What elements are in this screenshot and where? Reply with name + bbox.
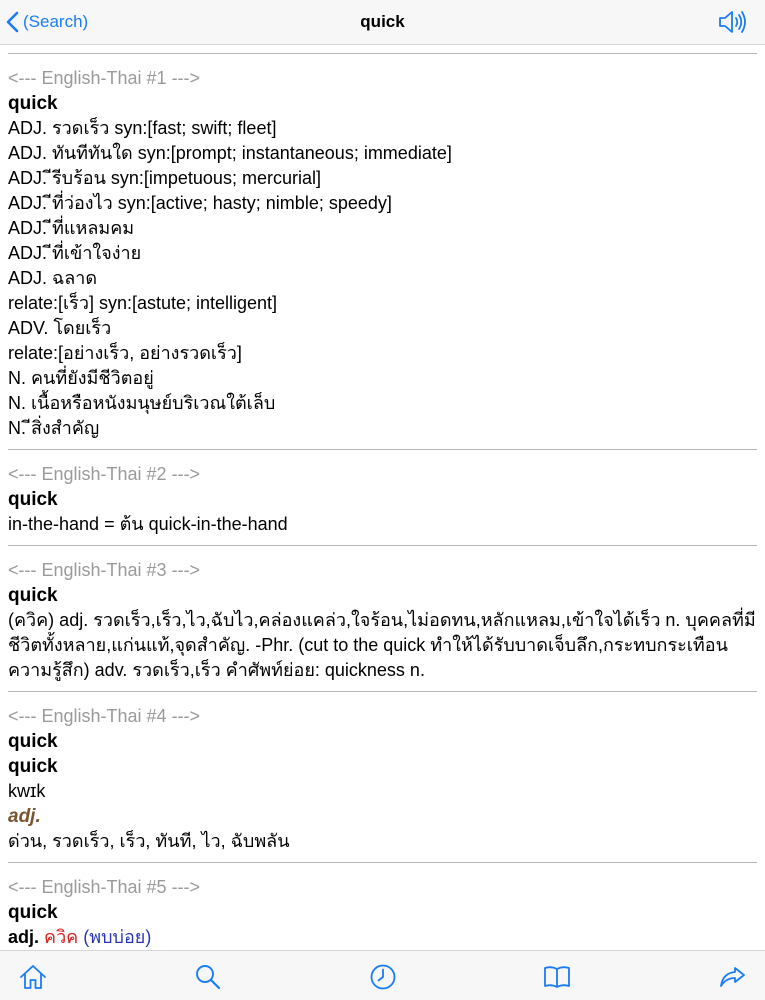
book-icon [543, 963, 571, 991]
bookmarks-button[interactable] [543, 963, 571, 991]
headword: quick [8, 902, 58, 923]
history-button[interactable] [369, 963, 397, 991]
definition-line: ADJ. ฉลาด [8, 268, 98, 288]
entry-header: <--- English-Thai #1 ---> [8, 68, 201, 88]
definition-line: ADJ. ีที่แหลมคม [8, 218, 135, 238]
dictionary-entry [0, 546, 765, 691]
definition-line: ADJ. รวดเร็ว syn:[fast; swift; fleet] [8, 118, 277, 138]
part-of-speech: adj. [8, 806, 41, 827]
definition-line: ด่วน, รวดเร็ว, เร็ว, ทันที, ไว, ฉับพลัน [8, 831, 290, 851]
dictionary-entry [0, 54, 765, 449]
thai-pronunciation: ควิค [44, 927, 79, 947]
definition-line: N. เนื้อหรือหนังมนุษย์บริเวณใต้เล็บ [8, 393, 276, 413]
definition-line: ADJ. ีที่ว่องไว syn:[active; hasty; nimble; speedy] [8, 193, 392, 213]
definition-line: ADV. โดยเร็ว [8, 318, 112, 338]
dictionary-entry [0, 450, 765, 545]
definition-line: ADJ. ีที่เข้าใจง่าย [8, 243, 142, 263]
page-title: quick [360, 12, 405, 31]
search-button[interactable] [194, 963, 222, 991]
search-icon [194, 963, 222, 991]
definition-paragraph: (ควิค) adj. รวดเร็ว,เร็ว,ไว,ฉับไว,คล่องแคล่ว,ใจร้อน,ไม่อดทน,หลักแหลม,เข้าใจได้เร็ว n. บุคคลที่มีชีวิตทั้งหลาย,แก่นแท้,จุดสำคัญ. -Phr. (cut to the quick ทำให้ได้รับบาดเจ็บลึก,กระทบกระเทือนความรู้สึก) adv. รวดเร็ว,เร็ว คำศัพท์ย่อย: quickness n. [8, 610, 756, 680]
definition-line: N. คนที่ยังมีชีวิตอยู่ [8, 368, 154, 388]
navigation-bar [0, 0, 765, 45]
headword: quick [8, 731, 58, 752]
definition-line: relate:[อย่างเร็ว, อย่างรวดเร็ว] [8, 343, 242, 363]
home-button[interactable] [19, 963, 47, 991]
entry-header: <--- English-Thai #3 ---> [8, 560, 201, 580]
share-icon [718, 963, 746, 991]
share-button[interactable] [718, 963, 746, 991]
definition-line: in-the-hand = ต้น quick-in-the-hand [8, 514, 288, 534]
headword: quick [8, 585, 58, 606]
entry-header: <--- English-Thai #2 ---> [8, 464, 201, 484]
definition-line: relate:[เร็ว] syn:[astute; intelligent] [8, 293, 278, 313]
back-button-label: (Search) [23, 12, 89, 31]
frequency-badge: (พบบ่อย) [83, 927, 152, 947]
headword: quick [8, 489, 58, 510]
dictionary-entry [0, 692, 765, 862]
dictionary-content[interactable] [0, 45, 765, 951]
definition-line: ADJ. ทันทีทันใด syn:[prompt; instantaneous; immediate] [8, 143, 452, 163]
speaker-icon [717, 9, 747, 35]
home-icon [19, 963, 47, 991]
headword: quick [8, 93, 58, 114]
definition-line: ADJ. ีรีบร้อน syn:[impetuous; mercurial] [8, 168, 321, 188]
pronunciation: kwɪk [8, 781, 46, 801]
history-icon [369, 963, 397, 991]
definition-line: N. ีสิ่งสำคัญ [8, 418, 100, 438]
headword-repeat: quick [8, 756, 58, 777]
entry-header: <--- English-Thai #5 ---> [8, 877, 201, 897]
bottom-toolbar [0, 950, 765, 1000]
entry-header: <--- English-Thai #4 ---> [8, 706, 201, 726]
speaker-button[interactable] [717, 9, 747, 40]
part-of-speech: adj. [8, 927, 40, 947]
dictionary-entry [0, 863, 765, 951]
